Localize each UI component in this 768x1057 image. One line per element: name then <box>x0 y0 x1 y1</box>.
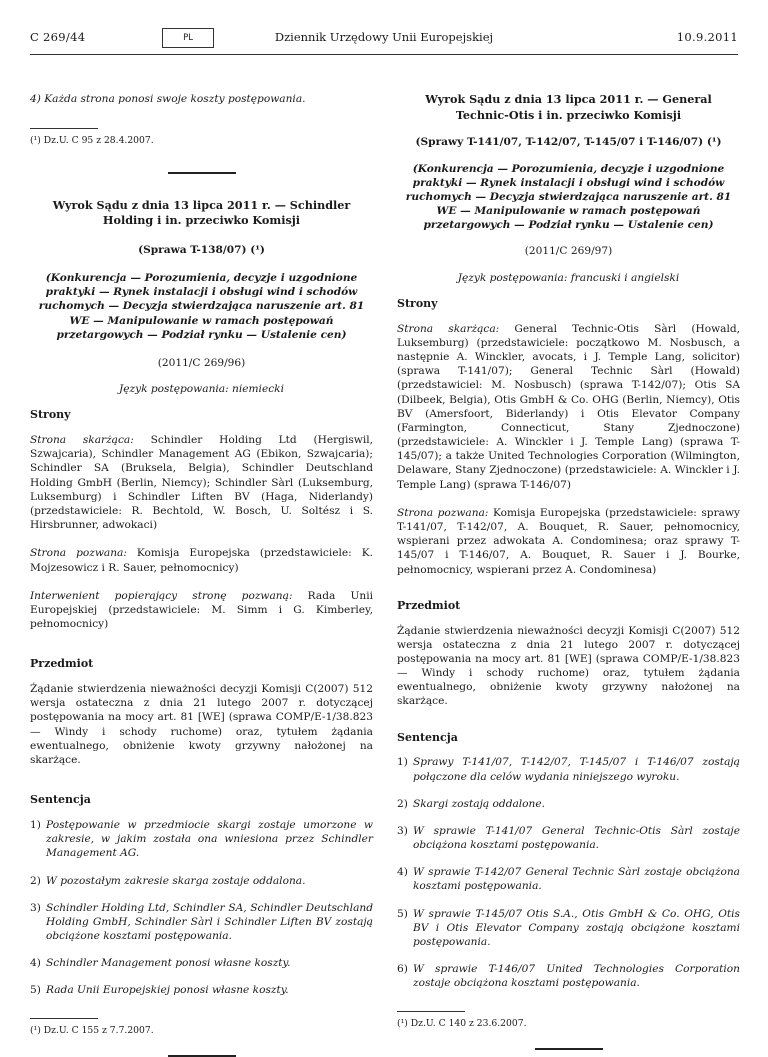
operative-heading: Sentencja <box>30 793 91 807</box>
applicant: Strona skarżąca: General Technic-Otis Sàrl (Howald, Luksemburg) (przedstawiciele: początkowo M. Nosbusch, a następnie A. Winckler, avocats, i J. Temple Lang, solicitor) (sprawa T-141/07); General Technic Sàrl (Howald) (przedstawiciel: M. Nosbusch) (sprawa T-142/07); Otis SA (Dilbeek, Belgia), Otis GmbH & Co. OHG (Berlin, Niemcy), Otis BV (Amersfoort, Biderlandy) i Otis Elevator Company (Farmington, Connecticut, Stany Zjednoczone) (przedstawiciele: A. Winckler i J. Temple Lang) (sprawa T-145/07); a także United Technologies Corporation (Wilmington, Delaware, Stany Zjednoczone) (przedstawiciele: A. Winckler i J. Temple Lang) (sprawa T-146/07) <box>397 322 740 491</box>
operative-heading: Sentencja <box>397 730 458 744</box>
operative-item: 4) W sprawie T-142/07 General Technic Sàrl zostaje obciążona kosztami postępowania. <box>397 866 740 893</box>
footnote-rule <box>30 128 98 129</box>
previous-item: 4) Każda strona ponosi swoje koszty postępowania. <box>30 93 306 105</box>
footnote: (¹) Dz.U. C 140 z 23.6.2007. <box>397 1017 527 1029</box>
parties-heading: Strony <box>397 296 438 310</box>
case-number: (Sprawy T-141/07, T-142/07, T-145/07 i T-146/07) (¹) <box>415 136 722 149</box>
subject-text: Żądanie stwierdzenia nieważności decyzji Komisji C(2007) 512 wersja ostateczna z dnia 21 lutego 2007 r. dotyczącej postępowania na mocy art. 81 [WE] (sprawa COMP/E-1/38.823 — Windy i schody ruchome) oraz, tytułem żądania ewentualnego, obniżenie kwoty grzywny nałożonej na skarżące. <box>397 624 740 708</box>
reference: (2011/C 269/97) <box>524 245 613 258</box>
page-header <box>30 30 738 66</box>
operative-item: 2) W pozostałym zakresie skarga zostaje oddalona. <box>30 874 306 887</box>
judgment-title: Wyrok Sądu z dnia 13 lipca 2011 r. — Schindler Holding i in. przeciwko Komisji <box>52 197 351 228</box>
left-column <box>30 92 373 1057</box>
keywords: (Konkurencja — Porozumienia, decyzje i uzgodnione praktyki — Rynek instalacji i obsługi wind i schodów ruchomych — Decyzja stwierdzająca naruszenie art. 81 WE — Manipulowanie w ramach postępowań przetargowych — Podział rynku — Ustalenie cen) <box>38 272 365 341</box>
operative-item: 3) Schindler Holding Ltd, Schindler SA, Schindler Deutschland Holding GmbH, Schindler Sàrl i Schindler Liften BV zostają obciążone kosztami postępowania. <box>30 901 373 943</box>
reference: (2011/C 269/96) <box>157 356 246 369</box>
language-badge: PL <box>162 28 214 48</box>
journal-title: Dziennik Urzędowy Unii Europejskiej <box>274 30 494 44</box>
case-number: (Sprawa T-138/07) (¹) <box>138 243 265 256</box>
defendant: Strona pozwana: Komisja Europejska (przedstawiciele: sprawy T-141/07, T-142/07, A. Bouquet, R. Sauer, pełnomocnicy, wspierani przez adwokata A. Condominesa; oraz sprawy T-145/07 i T-146/07, A. Bouquet, R. Sauer i J. Bourke, pełnomocnicy, wspierani przez A. Condominesa) <box>397 506 740 576</box>
previous-footnote: (¹) Dz.U. C 95 z 28.4.2007. <box>30 135 154 147</box>
section-separator <box>535 1048 603 1050</box>
operative-item: 5) Rada Unii Europejskiej ponosi własne koszty. <box>30 984 289 997</box>
footnote-rule <box>397 1011 465 1012</box>
operative-item: 2) Skargi zostają oddalone. <box>397 797 546 810</box>
subject-heading: Przedmiot <box>397 598 461 612</box>
footnote: (¹) Dz.U. C 155 z 7.7.2007. <box>30 1024 154 1036</box>
intervener: Interwenient popierający stronę pozwaną: Rada Unii Europejskiej (przedstawiciele: M. Simm i G. Kimberley, pełnomocnicy) <box>30 589 374 631</box>
defendant: Strona pozwana: Komisja Europejska (przedstawiciele: K. Mojzesowicz i R. Sauer, pełnomocnicy) <box>30 547 374 574</box>
operative-item: 1) Sprawy T-141/07, T-142/07, T-145/07 i T-146/07 zostają połączone dla celów wydania niniejszego wyroku. <box>397 756 740 783</box>
page-number: C 269/44 <box>30 30 86 44</box>
applicant: Strona skarżąca: Schindler Holding Ltd (Hergiswil, Szwajcaria), Schindler Management AG (Ebikon, Szwajcaria); Schindler SA (Bruksela, Belgia), Schindler Deutschland Holding GmbH (Berlin, Niemcy); Schindler Sàrl (Luksemburg, Luksemburg) i Schindler Liften BV (Haga, Niderlandy) (przedstawiciele: R. Bechtold, W. Bosch, U. Soltész i S. Hirsbrunner, adwokaci) <box>30 434 373 532</box>
operative-item: 6) W sprawie T-146/07 United Technologies Corporation zostaje obciążona kosztami postępowania. <box>397 963 740 990</box>
subject-text: Żądanie stwierdzenia nieważności decyzji Komisji C(2007) 512 wersja ostateczna z dnia 21 lutego 2007 r. dotyczącej postępowania na mocy art. 81 [WE] (sprawa COMP/E-1/38.823 — Windy i schody ruchome) oraz, tytułem żądania ewentualnego, obniżenie kwoty grzywny nałożonej na skarżące. <box>30 683 373 767</box>
issue-date: 10.9.2011 <box>676 30 738 44</box>
section-separator <box>168 172 236 174</box>
right-column <box>397 92 740 1050</box>
language-of-case: Język postępowania: francuski i angielski <box>457 271 680 284</box>
operative-item: 1) Postępowanie w przedmiocie skargi zostaje umorzone w zakresie, w jakim została ona wniesiona przez Schindler Management AG. <box>30 818 373 860</box>
operative-item: 5) W sprawie T-145/07 Otis S.A., Otis GmbH & Co. OHG, Otis BV i Otis Elevator Company zostają obciążone kosztami postępowania. <box>397 907 740 949</box>
operative-item: 3) W sprawie T-141/07 General Technic-Otis Sàrl zostaje obciążona kosztami postępowania. <box>397 824 740 852</box>
language-of-case: Język postępowania: niemiecki <box>119 383 284 396</box>
judgment-title: Wyrok Sądu z dnia 13 lipca 2011 r. — General Technic-Otis i in. przeciwko Komisji <box>425 92 712 122</box>
header-rule <box>30 54 738 55</box>
footnote-rule <box>30 1018 98 1019</box>
operative-item: 4) Schindler Management ponosi własne koszty. <box>30 957 291 970</box>
parties-heading: Strony <box>30 408 71 422</box>
subject-heading: Przedmiot <box>30 657 94 671</box>
keywords: (Konkurencja — Porozumienia, decyzje i uzgodnione praktyki — Rynek instalacji i obsługi wind i schodów ruchomych — Decyzja stwierdzająca naruszenie art. 81 WE — Manipulowanie w ramach postępowań przetargowych — Podział rynku — Ustalenie cen) <box>405 162 732 232</box>
